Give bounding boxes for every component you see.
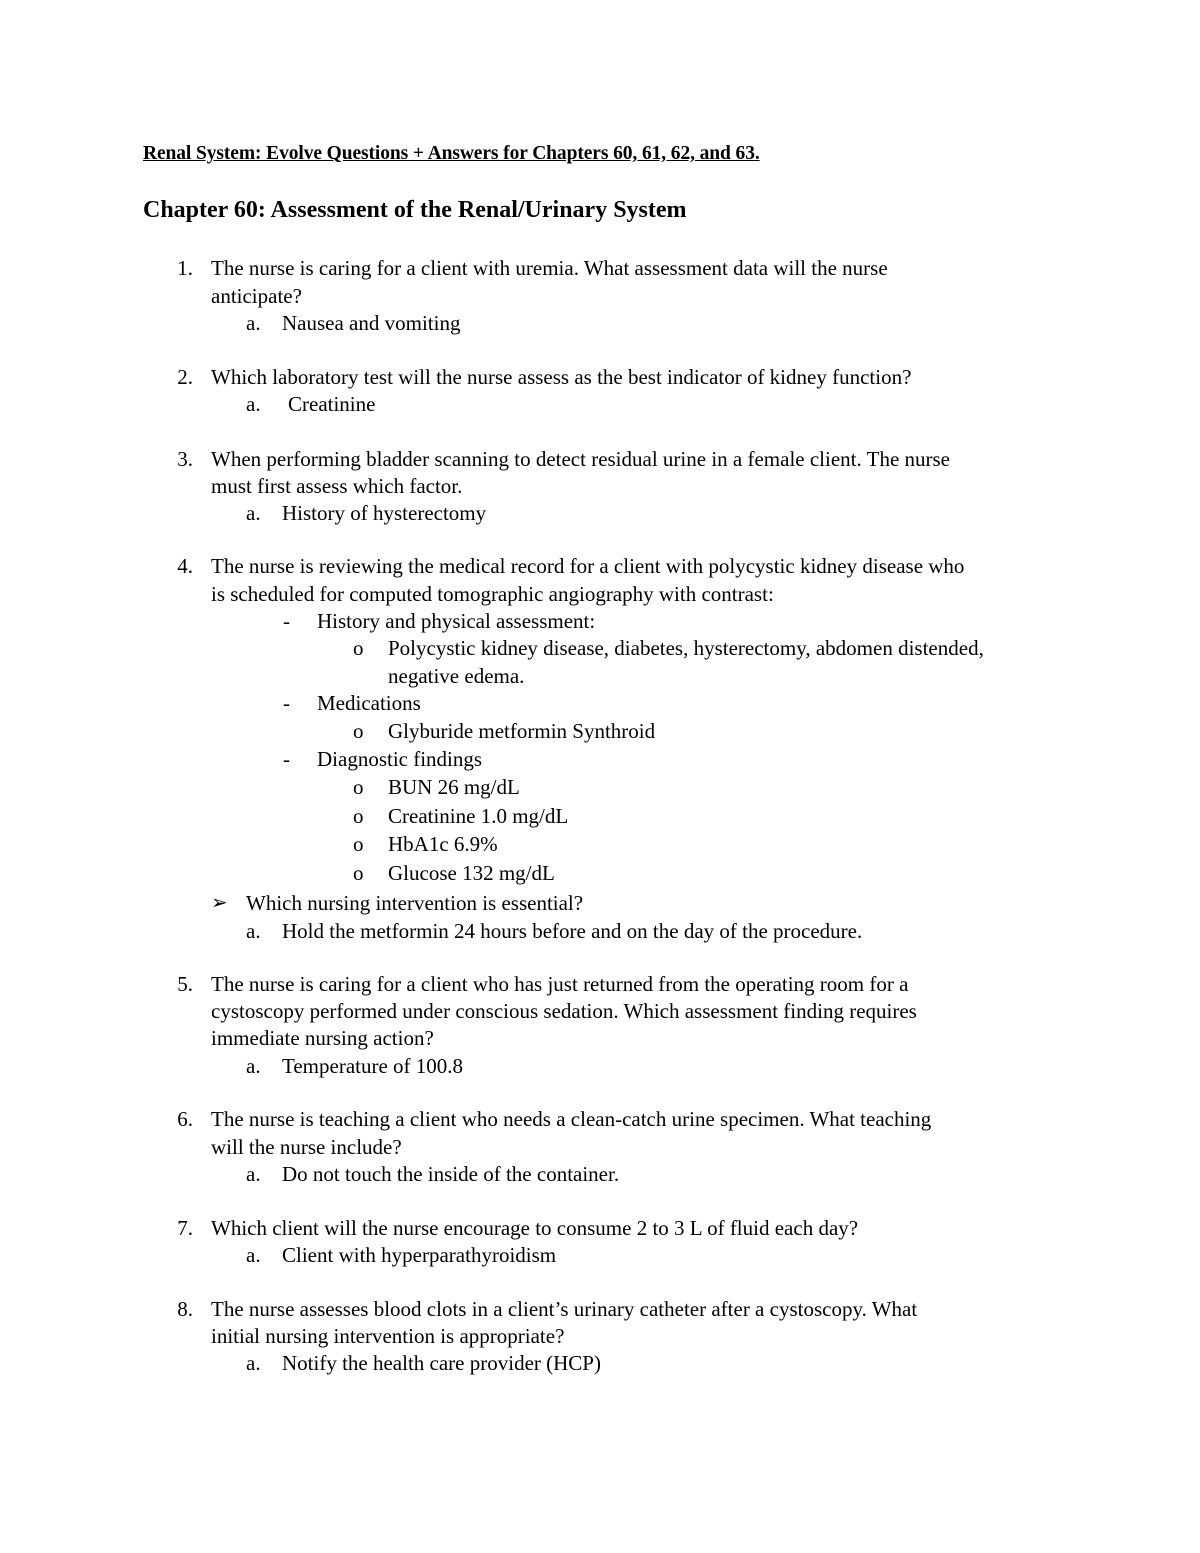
bullet-marker: o [353,861,364,885]
bullet-marker: o [353,804,364,828]
question-text: must first assess which factor. [211,474,463,498]
answer-text: Temperature of 100.8 [282,1054,464,1078]
question-number: 4. [177,554,193,578]
question-number: 1. [177,256,193,280]
answer-label: a. [246,392,261,416]
bullet-text: HbA1c 6.9% [388,832,498,856]
bullet-text: Glyburide metformin Synthroid [388,719,656,743]
question-text: The nurse is caring for a client with uremia. What assessment data will the nurse [211,256,888,280]
section-label: Diagnostic findings [317,747,483,771]
answer-text: Nausea and vomiting [282,311,461,335]
prompt-text: Which nursing intervention is essential? [246,891,584,915]
question-number: 6. [177,1107,193,1131]
dash-marker: - [283,609,290,633]
question-text: anticipate? [211,284,302,308]
bullet-text: negative edema. [388,664,525,688]
question-text: When performing bladder scanning to detect residual urine in a female client. The nurse [211,447,950,471]
answer-label: a. [246,1351,261,1375]
question-text: The nurse is caring for a client who has just returned from the operating room for a [211,972,909,996]
question-text: initial nursing intervention is appropriate? [211,1324,565,1348]
question-text: is scheduled for computed tomographic angiography with contrast: [211,582,774,606]
bullet-marker: o [353,719,364,743]
bullet-text: BUN 26 mg/dL [388,775,520,799]
answer-label: a. [246,1243,261,1267]
bullet-marker: o [353,636,364,660]
answer-text: Client with hyperparathyroidism [282,1243,557,1267]
question-text: immediate nursing action? [211,1026,434,1050]
question-text: Which laboratory test will the nurse assess as the best indicator of kidney function? [211,365,912,389]
answer-text: Do not touch the inside of the container. [282,1162,620,1186]
question-number: 5. [177,972,193,996]
question-text: The nurse assesses blood clots in a client’s urinary catheter after a cystoscopy. What [211,1297,918,1321]
question-number: 2. [177,365,193,389]
question-text: The nurse is reviewing the medical record for a client with polycystic kidney disease who [211,554,965,578]
question-number: 7. [177,1216,193,1240]
answer-text: History of hysterectomy [282,501,487,525]
answer-text: Notify the health care provider (HCP) [282,1351,601,1375]
section-label: History and physical assessment: [317,609,596,633]
dash-marker: - [283,691,290,715]
question-text: cystoscopy performed under conscious sedation. Which assessment finding requires [211,999,917,1023]
question-text: will the nurse include? [211,1135,402,1159]
answer-label: a. [246,1162,261,1186]
bullet-marker: o [353,832,364,856]
answer-label: a. [246,919,261,943]
bullet-text: Creatinine 1.0 mg/dL [388,804,569,828]
document-title: Renal System: Evolve Questions + Answers for Chapters 60, 61, 62, and 63. [143,143,760,164]
bullet-marker: o [353,775,364,799]
answer-text: Creatinine [288,392,376,416]
question-text: The nurse is teaching a client who needs a clean-catch urine specimen. What teaching [211,1107,932,1131]
arrow-bullet-icon: ➢ [211,892,228,914]
answer-label: a. [246,1054,261,1078]
answer-text: Hold the metformin 24 hours before and on the day of the procedure. [282,919,863,943]
answer-label: a. [246,501,261,525]
bullet-text: Glucose 132 mg/dL [388,861,555,885]
question-number: 8. [177,1297,193,1321]
dash-marker: - [283,747,290,771]
answer-label: a. [246,311,261,335]
chapter-heading: Chapter 60: Assessment of the Renal/Urinary System [143,197,687,223]
section-label: Medications [317,691,421,715]
question-number: 3. [177,447,193,471]
bullet-text: Polycystic kidney disease, diabetes, hysterectomy, abdomen distended, [388,636,984,660]
question-text: Which client will the nurse encourage to consume 2 to 3 L of fluid each day? [211,1216,859,1240]
